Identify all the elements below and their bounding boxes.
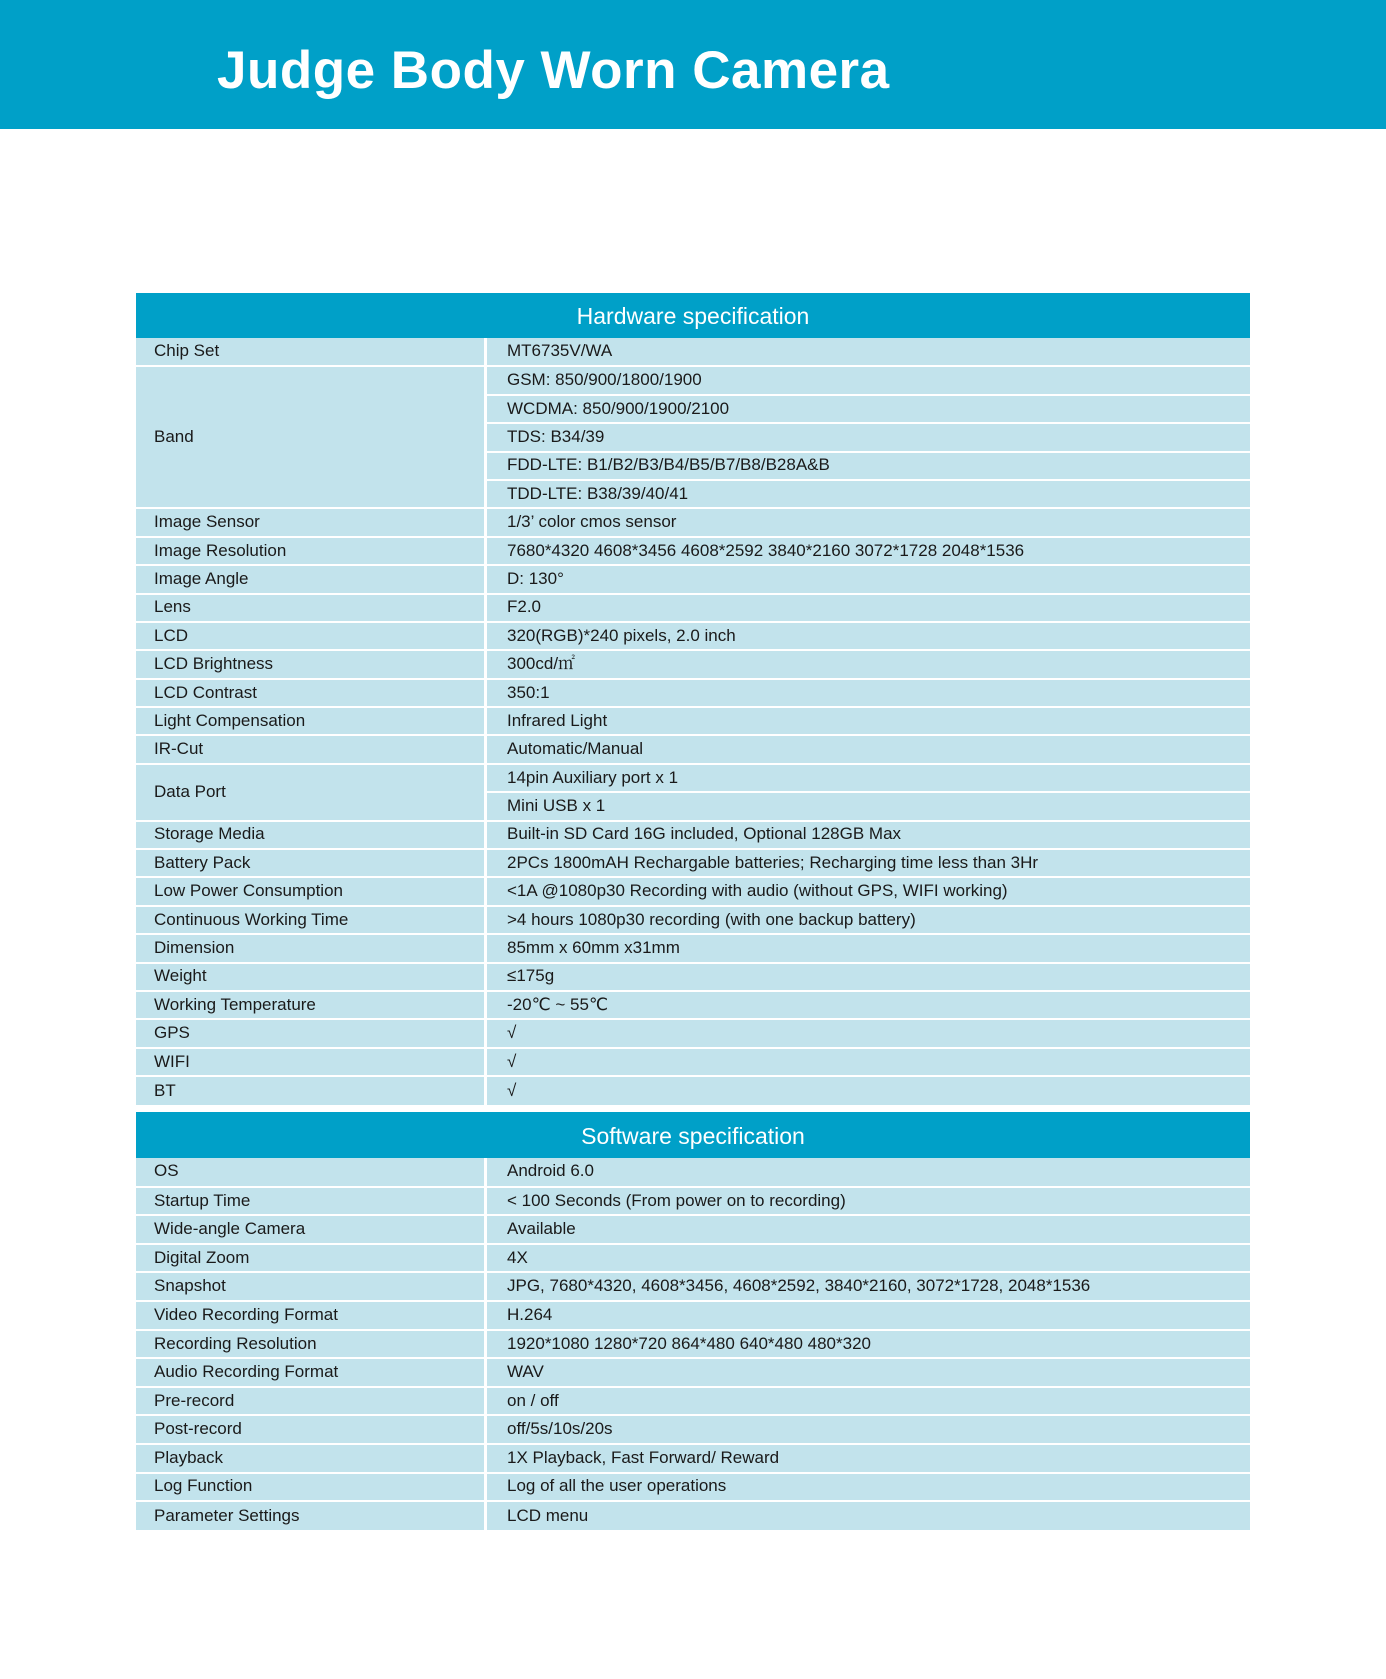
- spec-label: Snapshot: [136, 1272, 486, 1301]
- spec-label: Lens: [136, 594, 486, 622]
- spec-row: [136, 650, 1250, 678]
- spec-value: 320(RGB)*240 pixels, 2.0 inch: [486, 622, 1251, 650]
- spec-value: LCD menu: [486, 1501, 1251, 1530]
- spec-row: [136, 764, 1250, 792]
- spec-row: [136, 849, 1250, 877]
- spec-row: [136, 1076, 1250, 1104]
- spec-value: Available: [486, 1215, 1251, 1244]
- spec-value: 2PCs 1800mAH Rechargable batteries; Recharging time less than 3Hr: [486, 849, 1251, 877]
- spec-row: [136, 565, 1250, 593]
- spec-value: 350:1: [486, 679, 1251, 707]
- spec-row: [136, 1187, 1250, 1216]
- spec-row: [136, 1444, 1250, 1473]
- spec-value: Mini USB x 1: [486, 792, 1251, 820]
- spec-value: √: [486, 1019, 1251, 1047]
- spec-label: LCD: [136, 622, 486, 650]
- spec-label: Light Compensation: [136, 707, 486, 735]
- spec-label: LCD Contrast: [136, 679, 486, 707]
- hardware-spec-header: Hardware specification: [136, 293, 1250, 338]
- spec-row: [136, 1415, 1250, 1444]
- spec-label: Wide-angle Camera: [136, 1215, 486, 1244]
- spec-row: [136, 1244, 1250, 1273]
- spec-row: [136, 1272, 1250, 1301]
- spec-row: [136, 622, 1250, 650]
- spec-label: Battery Pack: [136, 849, 486, 877]
- spec-label: Playback: [136, 1444, 486, 1473]
- spec-value: -20℃ ~ 55℃: [486, 991, 1251, 1019]
- spec-row: [136, 963, 1250, 991]
- spec-value: √: [486, 1076, 1251, 1104]
- spec-label: BT: [136, 1076, 486, 1104]
- hardware-spec-table: [136, 338, 1250, 1105]
- spec-value: Built-in SD Card 16G included, Optional 128GB Max: [486, 821, 1251, 849]
- spec-label: Image Angle: [136, 565, 486, 593]
- spec-value: TDD-LTE: B38/39/40/41: [486, 480, 1251, 508]
- spec-value: 1920*1080 1280*720 864*480 640*480 480*320: [486, 1330, 1251, 1359]
- spec-value: >4 hours 1080p30 recording (with one backup battery): [486, 906, 1251, 934]
- spec-label: Dimension: [136, 934, 486, 962]
- spec-value: 14pin Auxiliary port x 1: [486, 764, 1251, 792]
- spec-row: [136, 1358, 1250, 1387]
- spec-label: Working Temperature: [136, 991, 486, 1019]
- spec-label: Video Recording Format: [136, 1301, 486, 1330]
- spec-row: [136, 991, 1250, 1019]
- spec-value: MT6735V/WA: [486, 338, 1251, 366]
- spec-label: Storage Media: [136, 821, 486, 849]
- spec-label: Post-record: [136, 1415, 486, 1444]
- spec-row: [136, 1387, 1250, 1416]
- spec-value: 4X: [486, 1244, 1251, 1273]
- spec-row: [136, 821, 1250, 849]
- spec-value: WCDMA: 850/900/1900/2100: [486, 395, 1251, 423]
- spec-row: [136, 1330, 1250, 1359]
- spec-row: [136, 735, 1250, 763]
- spec-label: Startup Time: [136, 1187, 486, 1216]
- spec-row: [136, 707, 1250, 735]
- spec-value: 300cd/㎡: [486, 650, 1251, 678]
- spec-row: [136, 366, 1250, 394]
- spec-value: 7680*4320 4608*3456 4608*2592 3840*2160 3072*1728 2048*1536: [486, 537, 1251, 565]
- spec-label: Image Sensor: [136, 508, 486, 536]
- spec-row: [136, 1215, 1250, 1244]
- software-spec-section: [136, 1112, 1250, 1530]
- spec-value: WAV: [486, 1358, 1251, 1387]
- spec-value: Automatic/Manual: [486, 735, 1251, 763]
- spec-value: FDD-LTE: B1/B2/B3/B4/B5/B7/B8/B28A&B: [486, 452, 1251, 480]
- spec-row: [136, 877, 1250, 905]
- spec-label: Chip Set: [136, 338, 486, 366]
- spec-label: OS: [136, 1158, 486, 1187]
- spec-label: GPS: [136, 1019, 486, 1047]
- spec-value: ≤175g: [486, 963, 1251, 991]
- spec-label: Recording Resolution: [136, 1330, 486, 1359]
- spec-value: Log of all the user operations: [486, 1473, 1251, 1502]
- spec-row: [136, 1019, 1250, 1047]
- spec-label: Digital Zoom: [136, 1244, 486, 1273]
- spec-value: GSM: 850/900/1800/1900: [486, 366, 1251, 394]
- spec-row: [136, 1158, 1250, 1187]
- spec-row: [136, 679, 1250, 707]
- spec-row: [136, 1501, 1250, 1530]
- spec-row: [136, 934, 1250, 962]
- spec-label: IR-Cut: [136, 735, 486, 763]
- spec-value: off/5s/10s/20s: [486, 1415, 1251, 1444]
- spec-value: <1A @1080p30 Recording with audio (without GPS, WIFI working): [486, 877, 1251, 905]
- spec-label: Pre-record: [136, 1387, 486, 1416]
- spec-label: Data Port: [136, 764, 486, 821]
- spec-label: Log Function: [136, 1473, 486, 1502]
- spec-label: Audio Recording Format: [136, 1358, 486, 1387]
- page-title: Judge Body Worn Camera: [217, 41, 890, 100]
- spec-label: WIFI: [136, 1048, 486, 1076]
- spec-label: Band: [136, 366, 486, 508]
- spec-label: Image Resolution: [136, 537, 486, 565]
- spec-row: [136, 338, 1250, 366]
- spec-value: Infrared Light: [486, 707, 1251, 735]
- spec-value: JPG, 7680*4320, 4608*3456, 4608*2592, 3840*2160, 3072*1728, 2048*1536: [486, 1272, 1251, 1301]
- spec-value: 1/3’ color cmos sensor: [486, 508, 1251, 536]
- software-spec-table: [136, 1158, 1250, 1530]
- hardware-spec-section: [136, 293, 1250, 1105]
- spec-value: < 100 Seconds (From power on to recording): [486, 1187, 1251, 1216]
- spec-row: [136, 1301, 1250, 1330]
- spec-label: Parameter Settings: [136, 1501, 486, 1530]
- spec-value: TDS: B34/39: [486, 423, 1251, 451]
- spec-value: F2.0: [486, 594, 1251, 622]
- spec-label: Continuous Working Time: [136, 906, 486, 934]
- spec-value: H.264: [486, 1301, 1251, 1330]
- spec-row: [136, 537, 1250, 565]
- spec-row: [136, 1473, 1250, 1502]
- spec-row: [136, 906, 1250, 934]
- spec-value: on / off: [486, 1387, 1251, 1416]
- spec-row: [136, 1048, 1250, 1076]
- spec-value: D: 130°: [486, 565, 1251, 593]
- spec-row: [136, 508, 1250, 536]
- spec-row: [136, 594, 1250, 622]
- spec-value: 85mm x 60mm x31mm: [486, 934, 1251, 962]
- software-spec-header: Software specification: [136, 1112, 1250, 1158]
- spec-label: Low Power Consumption: [136, 877, 486, 905]
- spec-value: Android 6.0: [486, 1158, 1251, 1187]
- spec-value: √: [486, 1048, 1251, 1076]
- spec-value: 1X Playback, Fast Forward/ Reward: [486, 1444, 1251, 1473]
- spec-label: LCD Brightness: [136, 650, 486, 678]
- spec-label: Weight: [136, 963, 486, 991]
